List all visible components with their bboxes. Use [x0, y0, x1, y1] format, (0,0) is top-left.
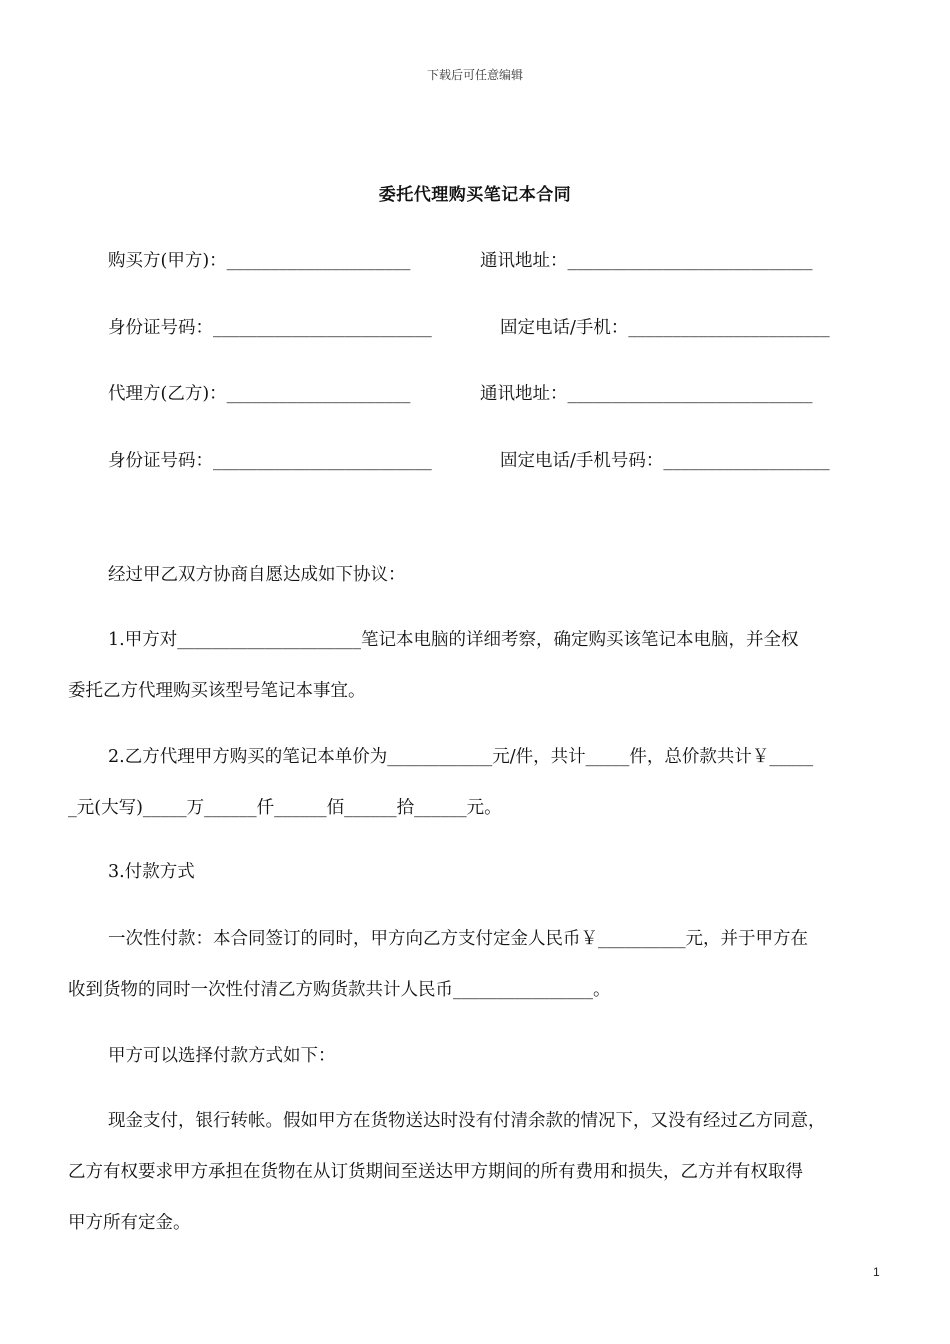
buyer-name-field: 购买方(甲方)：_____________________: [108, 251, 411, 271]
lump-sum-line-2: 收到货物的同时一次性付清乙方购货款共计人民币________________。: [68, 980, 611, 1000]
page-number: 1: [873, 1265, 880, 1279]
field-row-agent-address: [480, 380, 813, 405]
document-title: 委托代理购买笔记本合同: [378, 185, 572, 205]
agent-phone-field: 固定电话/手机号码：___________________: [500, 451, 830, 471]
field-row-buyer-phone: [500, 314, 830, 339]
clause-2-line-1: 2.乙方代理甲方购买的笔记本单价为____________元/件，共计_____件，总价款共计￥_____: [108, 747, 814, 767]
payment-options-intro: 甲方可以选择付款方式如下：: [108, 1046, 336, 1066]
payment-options-line-3: 甲方所有定金。: [68, 1213, 191, 1233]
payment-options-line-1: 现金支付，银行转帐。假如甲方在货物送达时没有付清余款的情况下，又没有经过乙方同意，: [108, 1111, 826, 1131]
field-row-agent-phone: [500, 447, 830, 472]
clause-2-line-2: _元(大写)_____万______仟______佰______拾______元。: [68, 798, 502, 818]
clause-3-title: 3.付款方式: [108, 862, 195, 882]
agent-name-field: 代理方(乙方)：_____________________: [108, 384, 411, 404]
header-note: 下载后可任意编辑: [426, 68, 523, 82]
buyer-id-field: 身份证号码：_________________________: [108, 318, 432, 338]
clause-1-line-1: 1.甲方对_____________________笔记本电脑的详细考察，确定购买该笔记本电脑，并全权: [108, 630, 799, 650]
agent-id-field: 身份证号码：_________________________: [108, 451, 432, 471]
field-row-agent-id: [108, 447, 432, 472]
field-row-buyer-id: [108, 314, 432, 339]
field-row-buyer-address: [480, 247, 813, 272]
field-row-buyer: [108, 247, 410, 272]
lump-sum-line-1: 一次性付款：本合同签订的同时，甲方向乙方支付定金人民币￥__________元，并于甲方在: [108, 929, 808, 949]
field-row-agent: [108, 380, 410, 405]
intro-paragraph: 经过甲乙双方协商自愿达成如下协议：: [108, 565, 406, 585]
payment-options-line-2: 乙方有权要求甲方承担在货物在从订货期间至送达甲方期间的所有费用和损失，乙方并有权取得: [68, 1162, 803, 1182]
buyer-phone-field: 固定电话/手机：_______________________: [500, 318, 830, 338]
clause-1-line-2: 委托乙方代理购买该型号笔记本事宜。: [68, 681, 366, 701]
buyer-address-field: 通讯地址：____________________________: [480, 251, 813, 271]
agent-address-field: 通讯地址：____________________________: [480, 384, 813, 404]
